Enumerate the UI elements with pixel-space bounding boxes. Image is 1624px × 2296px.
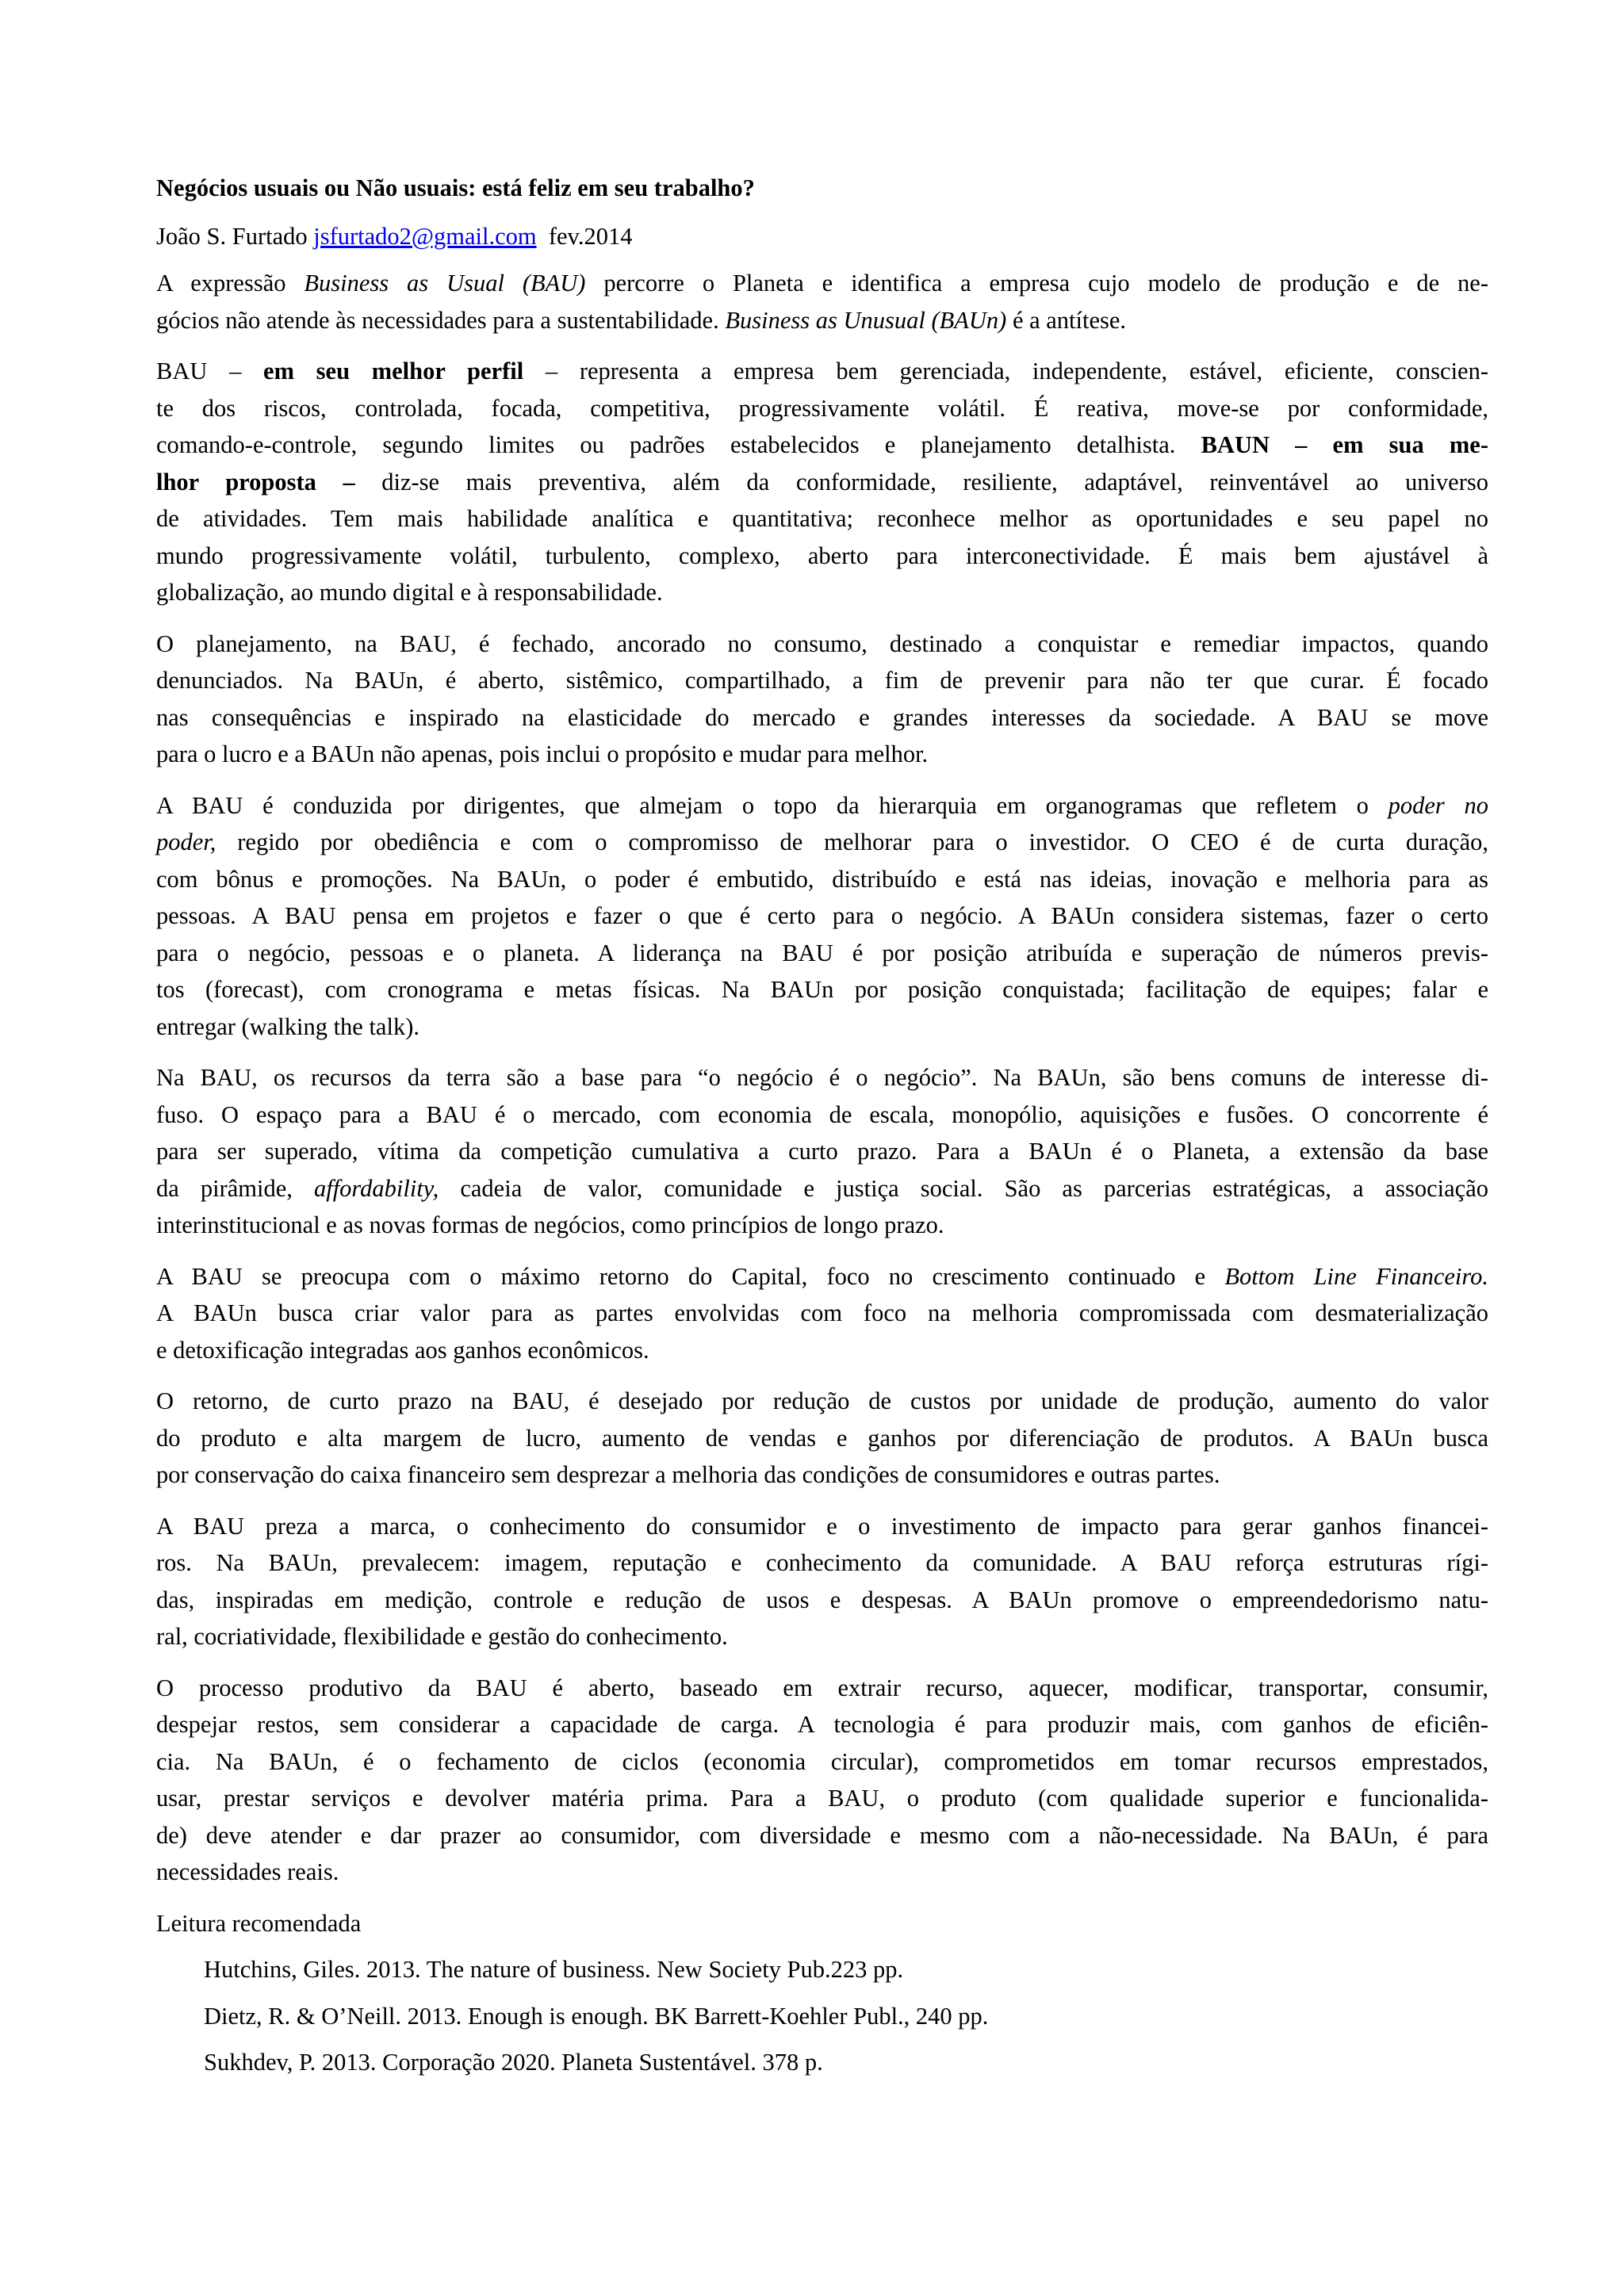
italic-text: poder no (1388, 791, 1488, 819)
author-email-link[interactable]: jsfurtado2@gmail.com (313, 222, 537, 250)
paragraph-line (156, 1332, 1488, 1369)
text-run: – representa a empresa bem gerenciada, independente, estável, eficiente, conscien- (523, 358, 1488, 385)
paragraph-line (156, 824, 1488, 861)
text-run: com bônus e promoções. Na BAUn, o poder é embutido, distribuído e está nas ideias, inovação e melhoria para as (156, 865, 1488, 893)
italic-text: poder, (156, 828, 216, 855)
paragraph-line (156, 935, 1488, 972)
text-run: mundo progressivamente volátil, turbulento, complexo, aberto para interconectividade. É mais bem ajustável à (156, 541, 1488, 569)
text-run: te dos riscos, controlada, focada, competitiva, progressivamente volátil. É reativa, move-se por conformidade, (156, 394, 1488, 422)
text-run: nas consequências e inspirado na elasticidade do mercado e grandes interesses da sociedade. A BAU se move (156, 703, 1488, 731)
paragraph-line (156, 1008, 1488, 1046)
text-run: globalização, ao mundo digital e à responsabilidade. (156, 579, 663, 606)
paragraph-line (156, 390, 1488, 427)
text-run: Na BAU, os recursos da terra são a base para “o negócio é o negócio”. Na BAUn, são bens comuns de interesse di- (156, 1064, 1488, 1091)
paragraph-line (156, 1670, 1488, 1707)
text-run: fuso. O espaço para a BAU é o mercado, com economia de escala, monopólio, aquisições e fusões. O concorrente é (156, 1100, 1488, 1128)
bold-text: BAUN – em sua me- (1201, 431, 1488, 458)
paragraph-line (156, 1854, 1488, 1891)
paragraph-line (156, 1456, 1488, 1494)
paragraph-line (156, 787, 1488, 825)
paragraph-line (156, 626, 1488, 663)
paragraph (156, 353, 1488, 611)
paragraph-line (156, 1383, 1488, 1420)
text-run: pessoas. A BAU pensa em projetos e fazer o que é certo para o negócio. A BAUn considera sistemas, fazer o certo (156, 902, 1488, 929)
paragraph-line (156, 971, 1488, 1008)
text-run: entregar (walking the talk). (156, 1012, 419, 1040)
paragraph-line (156, 1817, 1488, 1854)
text-run: para ser superado, vítima da competição cumulativa a curto prazo. Para a BAUn é o Planeta, a extensão da base (156, 1138, 1488, 1165)
text-run: por conservação do caixa financeiro sem desprezar a melhoria das condições de consumidores e outras partes. (156, 1461, 1220, 1488)
paragraph (156, 626, 1488, 773)
paragraph-line (156, 538, 1488, 575)
paragraph-line (156, 1420, 1488, 1457)
text-run: comando-e-controle, segundo limites ou padrões estabelecidos e planejamento detalhista. (156, 431, 1201, 458)
paragraph-line (156, 662, 1488, 699)
paragraph-line (156, 574, 1488, 611)
paragraph-line (156, 1582, 1488, 1619)
italic-text: Bottom Line Financeiro. (1224, 1262, 1488, 1290)
paragraph (156, 1670, 1488, 1891)
text-run: O processo produtivo da BAU é aberto, baseado em extrair recurso, aquecer, modificar, transportar, consumir, (156, 1674, 1488, 1701)
paragraph-line (156, 353, 1488, 390)
bold-text: lhor proposta – (156, 468, 355, 496)
paragraph (156, 265, 1488, 339)
text-run: diz-se mais preventiva, além da conformidade, resiliente, adaptável, reinventável ao universo (354, 468, 1488, 496)
reference-item: Hutchins, Giles. 2013. The nature of business. New Society Pub.223 pp. (204, 1956, 904, 1983)
text-run: A BAUn busca criar valor para as partes envolvidas com foco na melhoria compromissada com desmaterialização (156, 1299, 1488, 1326)
text-run: é a antítese. (1006, 306, 1127, 334)
text-run: cia. Na BAUn, é o fechamento de ciclos (economia circular), comprometidos em tomar recursos emprestados, (156, 1747, 1488, 1775)
text-run: tos (forecast), com cronograma e metas físicas. Na BAUn por posição conquistada; facilitação de equipes; falar e (156, 976, 1488, 1003)
text-run: ros. Na BAUn, prevalecem: imagem, reputação e conhecimento da comunidade. A BAU reforça estruturas rígi- (156, 1549, 1488, 1576)
text-run: da pirâmide, (156, 1174, 314, 1202)
text-run: e detoxificação integradas aos ganhos econômicos. (156, 1336, 649, 1364)
bold-text: em seu melhor perfil (263, 358, 524, 385)
reference-list (156, 1951, 1488, 2081)
text-run: interinstitucional e as novas formas de negócios, como princípios de longo prazo. (156, 1211, 944, 1238)
paragraph-line (156, 1295, 1488, 1332)
paragraph-line (156, 1743, 1488, 1781)
reference-item: Dietz, R. & O’Neill. 2013. Enough is enough. BK Barrett-Koehler Publ., 240 pp. (204, 2002, 989, 2030)
text-run: do produto e alta margem de lucro, aumento de vendas e ganhos por diferenciação de produtos. A BAUn busca (156, 1424, 1488, 1452)
paragraph-line (156, 427, 1488, 464)
text-run: usar, prestar serviços e devolver matéria prima. Para a BAU, o produto (com qualidade superior e funcionalida- (156, 1785, 1488, 1812)
paragraph-line (156, 736, 1488, 773)
paragraph-line (156, 1207, 1488, 1244)
paragraph-line (156, 1059, 1488, 1096)
publication-date: fev.2014 (548, 222, 633, 250)
text-run: regido por obediência e com o compromisso de melhorar para o investidor. O CEO é de curta duração, (216, 828, 1488, 855)
reference-item: Sukhdev, P. 2013. Corporação 2020. Planeta Sustentável. 378 p. (204, 2049, 823, 2076)
text-run: de) deve atender e dar prazer ao consumidor, com diversidade e mesmo com a não-necessidade. Na BAUn, é para (156, 1821, 1488, 1849)
author-line (156, 218, 1488, 255)
document-title: Negócios usuais ou Não usuais: está feliz em seu trabalho? (156, 174, 755, 201)
paragraph (156, 1059, 1488, 1244)
paragraph-line (156, 1618, 1488, 1655)
text-run: A BAU é conduzida por dirigentes, que almejam o topo da hierarquia em organogramas que refletem o (156, 791, 1388, 819)
paragraph-line (156, 302, 1488, 339)
text-run: das, inspiradas em medição, controle e redução de usos e despesas. A BAUn promove o empreendedorismo natu- (156, 1586, 1488, 1613)
text-run: A BAU se preocupa com o máximo retorno do Capital, foco no crescimento continuado e (156, 1262, 1225, 1290)
text-run: de atividades. Tem mais habilidade analítica e quantitativa; reconhece melhor as oportunidades e seu papel no (156, 505, 1488, 532)
italic-text: Business as Usual (BAU) (304, 270, 586, 297)
paragraph-line (156, 265, 1488, 302)
text-run: O retorno, de curto prazo na BAU, é desejado por redução de custos por unidade de produção, aumento do valor (156, 1387, 1488, 1414)
document-body (156, 170, 1488, 2091)
text-run: ral, cocriatividade, flexibilidade e gestão do conhecimento. (156, 1623, 728, 1650)
text-run: gócios não atende às necessidades para a sustentabilidade. (156, 306, 726, 334)
paragraph-line (156, 861, 1488, 898)
text-run: cadeia de valor, comunidade e justiça social. São as parcerias estratégicas, a associação (439, 1174, 1488, 1202)
text-run: BAU – (156, 358, 264, 385)
paragraph (156, 1508, 1488, 1655)
text-run: denunciados. Na BAUn, é aberto, sistêmico, compartilhado, a fim de prevenir para não ter que curar. É focado (156, 667, 1488, 694)
paragraph (156, 1258, 1488, 1369)
text-run: despejar restos, sem considerar a capacidade de carga. A tecnologia é para produzir mais, com ganhos de eficiên- (156, 1711, 1488, 1738)
paragraph-line (156, 897, 1488, 935)
paragraphs-container (156, 265, 1488, 1891)
paragraph (156, 787, 1488, 1046)
text-run: percorre o Planeta e identifica a empresa cujo modelo de produção e de ne- (585, 270, 1488, 297)
text-run: O planejamento, na BAU, é fechado, ancorado no consumo, destinado a conquistar e remediar impactos, quando (156, 629, 1488, 657)
paragraph-line (156, 1258, 1488, 1295)
paragraph-line (156, 1706, 1488, 1743)
text-run: A expressão (156, 270, 304, 297)
paragraph-line (156, 1170, 1488, 1207)
italic-text: affordability, (313, 1174, 439, 1202)
paragraph-line (156, 1096, 1488, 1134)
paragraph-line (156, 500, 1488, 538)
paragraph-line (156, 1780, 1488, 1817)
author-name: João S. Furtado (156, 222, 308, 250)
reading-heading: Leitura recomendada (156, 1909, 362, 1937)
italic-text: Business as Unusual (BAUn) (725, 306, 1007, 334)
paragraph-line (156, 1133, 1488, 1170)
text-run: necessidades reais. (156, 1858, 339, 1885)
text-run: para o lucro e a BAUn não apenas, pois inclui o propósito e mudar para melhor. (156, 740, 929, 767)
paragraph-line (156, 464, 1488, 501)
paragraph-line (156, 1544, 1488, 1582)
text-run: A BAU preza a marca, o conhecimento do consumidor e o investimento de impacto para gerar ganhos financei- (156, 1512, 1488, 1540)
paragraph-line (156, 1508, 1488, 1545)
paragraph-line (156, 699, 1488, 737)
paragraph (156, 1383, 1488, 1494)
text-run: para o negócio, pessoas e o planeta. A liderança na BAU é por posição atribuída e superação de números previs- (156, 939, 1488, 966)
